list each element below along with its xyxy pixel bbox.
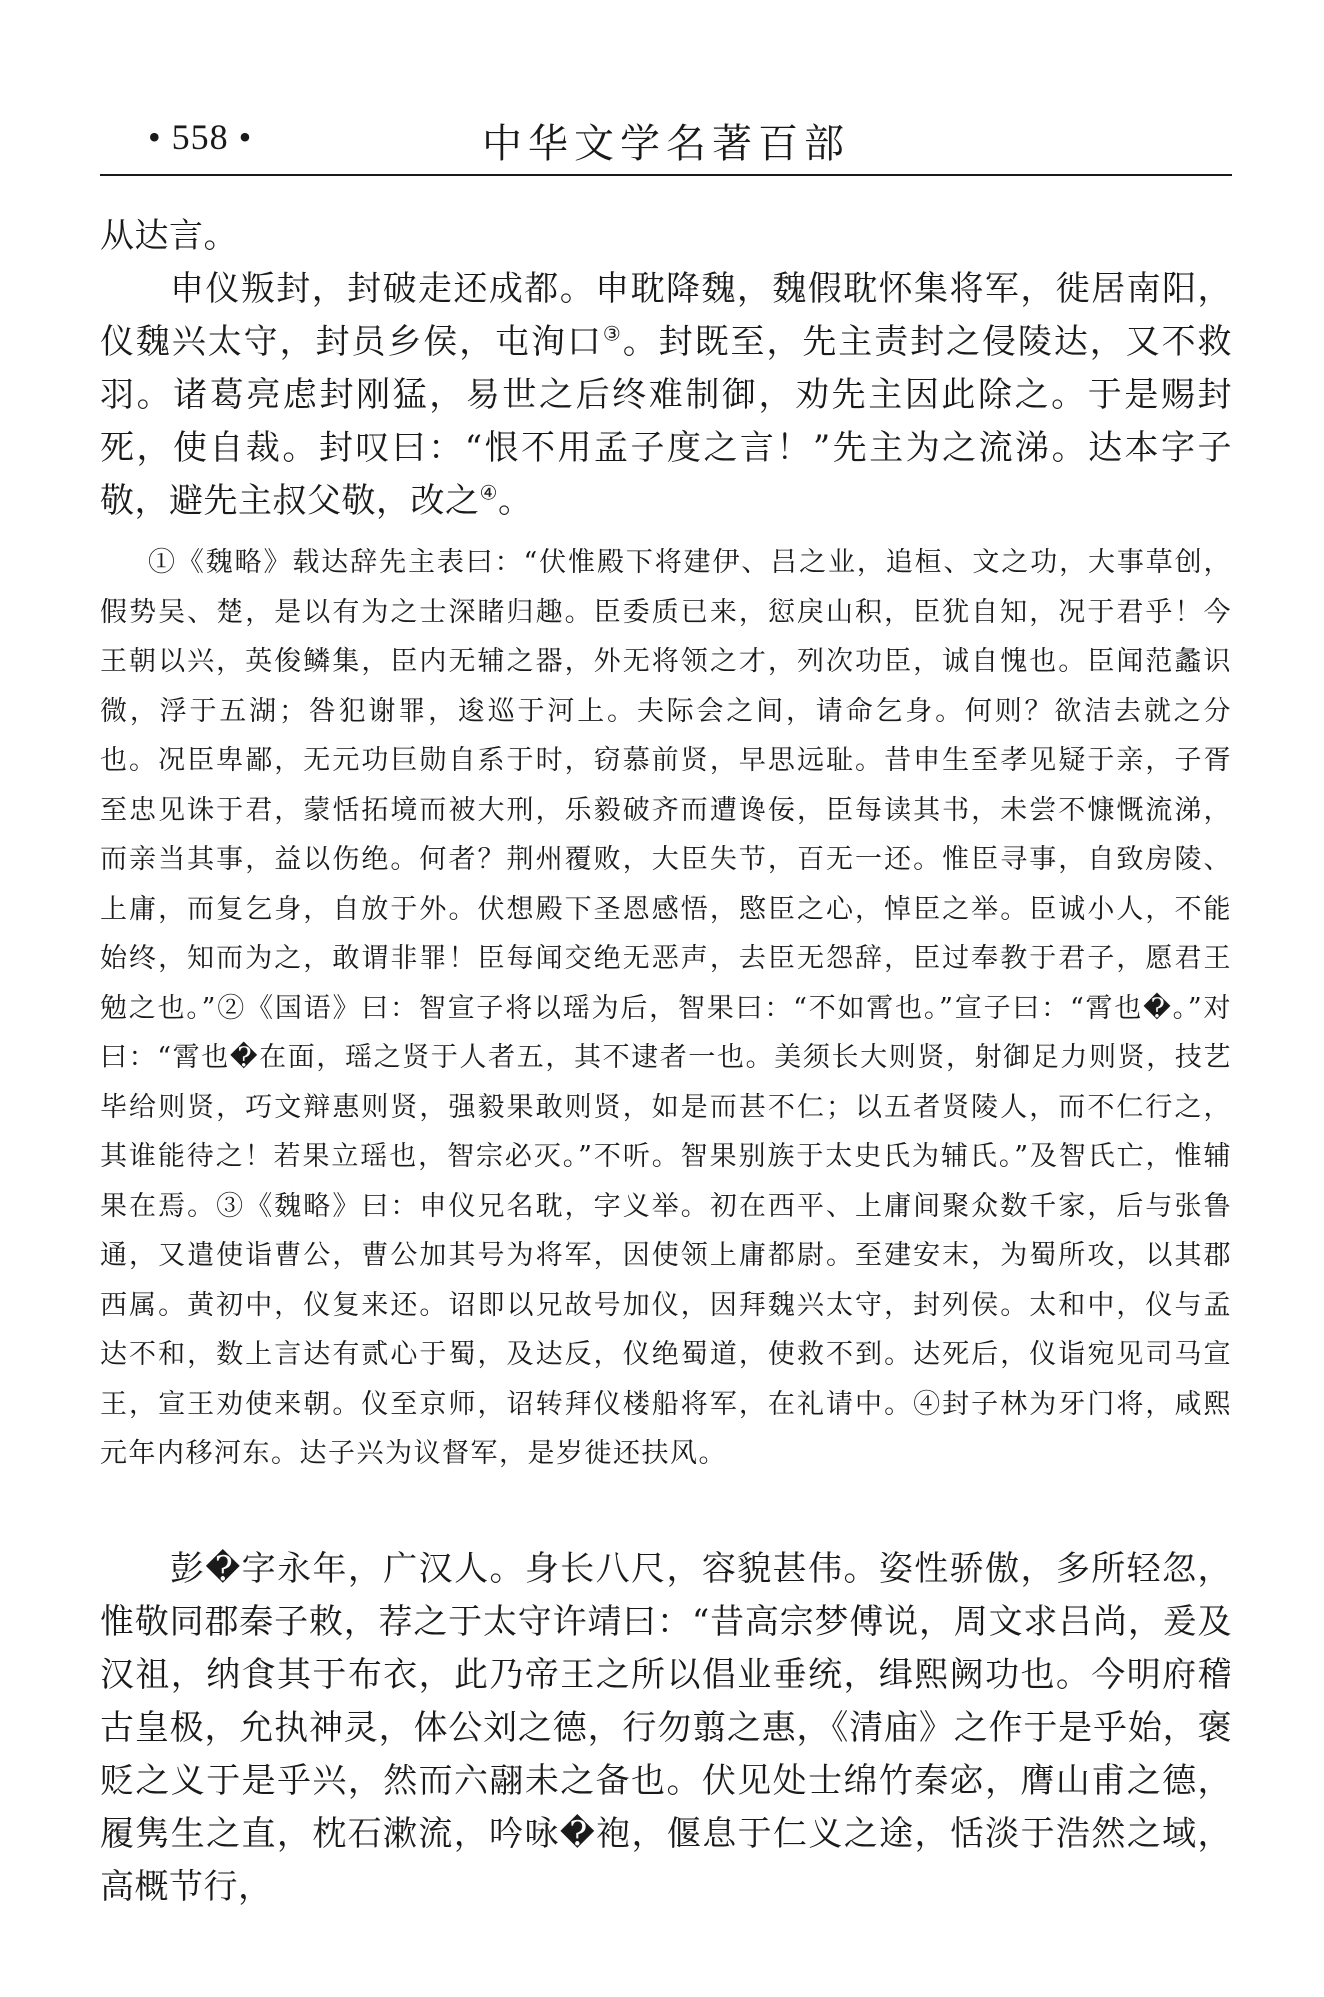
section-gap <box>100 1479 1232 1543</box>
paragraph-text: 。 <box>497 481 533 521</box>
body-paragraph-continued: 从达言。 <box>100 216 238 256</box>
page-content <box>100 210 1232 1914</box>
book-title: 中华文学名著百部 <box>482 121 850 167</box>
page-header <box>100 108 1232 176</box>
paragraph-text: 。封既至，先主责封之侵陵达，又不救羽。诸葛亮虑封刚猛，易世之后终难制御，劝先主因此除之。于是赐封死，使自裁。封叹曰：“恨不用孟子度之言！”先主为之流涕。达本字子敬，避先主叔父敬，改之 <box>100 322 1233 521</box>
body-paragraph-shen-yi <box>100 263 1232 528</box>
footnote-marker-4: ④ <box>479 480 498 505</box>
page-number: • 558 • <box>148 117 253 157</box>
paragraph-text: 申仪叛封，封破走还成都。申耽降魏，魏假耽怀集将军，徙居南阳，仪魏兴太守，封员乡侯，屯洵口 <box>100 269 1232 362</box>
footnote-marker-3: ③ <box>602 321 623 346</box>
annotation-notes: ①《魏略》载达辞先主表曰：“伏惟殿下将建伊、吕之业，追桓、文之功，大事草创，假势吴、楚，是以有为之士深睹归趣。臣委质已来，愆戾山积，臣犹自知，况于君乎！今王朝以兴，英俊鳞集，臣内无辅之器，外无将领之才，列次功臣，诚自愧也。臣闻范蠡识微，浮于五湖；咎犯谢罪，逡巡于河上。夫际会之间，请命乞身。何则？欲洁去就之分也。况臣卑鄙，无元功巨勋自系于时，窃慕前贤，早思远耻。昔申生至孝见疑于亲，子胥至忠见诛于君，蒙恬拓境而被大刑，乐毅破齐而遭谗佞，臣每读其书，未尝不慷慨流涕，而亲当其事，益以伤绝。何者？荆州覆败，大臣失节，百无一还。惟臣寻事，自致房陵、上庸，而复乞身，自放于外。伏想殿下圣恩感悟，愍臣之心，悼臣之举。臣诚小人，不能始终，知而为之，敢谓非罪！臣每闻交绝无恶声，去臣无怨辞，臣过奉教于君子，愿君王勉之也。”②《国语》曰：智宣子将以瑶为后，智果曰：“不如霄也。”宣子曰：“霄也�。”对曰：“霄也�在面，瑶之贤于人者五，其不逮者一也。美须长大则贤，射御足力则贤，技艺毕给则贤，巧文辩惠则贤，强毅果敢则贤，如是而甚不仁；以五者贤陵人，而不仁行之，其谁能待之！若果立瑶也，智宗必灭。”不听。智果别族于太史氏为辅氏。”及智氏亡，惟辅果在焉。③《魏略》曰：申仪兄名耽，字义举。初在西平、上庸间聚众数千家，后与张鲁通，又遣使诣曹公，曹公加其号为将军，因使领上庸都尉。至建安末，为蜀所攻，以其郡西属。黄初中，仪复来还。诏即以兄故号加仪，因拜魏兴太守，封列侯。太和中，仪与孟达不和，数上言达有贰心于蜀，及达反，仪绝蜀道，使救不到。达死后，仪诣宛见司马宣王，宣王劝使来朝。仪至京师，诏转拜仪楼船将军，在礼请中。④封子林为牙门将，咸熙元年内移河东。达子兴为议督军，是岁徙还扶风。 <box>100 547 1232 1469</box>
body-paragraph-peng-yang: 彭�字永年，广汉人。身长八尺，容貌甚伟。姿性骄傲，多所轻忽，惟敬同郡秦子敕，荐之于太守许靖曰：“昔高宗梦傅说，周文求吕尚，爰及汉祖，纳食其于布衣，此乃帝王之所以倡业垂统，缉熙阙功也。今明府稽古皇极，允执神灵，体公刘之德，行勿翦之惠，《清庙》之作于是乎始，褒贬之义于是乎兴，然而六翮未之备也。伏见处士绵竹秦宓，膺山甫之德，履隽生之直，枕石漱流，吟咏�袍，偃息于仁义之途，恬淡于浩然之域，高概节行， <box>100 1548 1232 1907</box>
